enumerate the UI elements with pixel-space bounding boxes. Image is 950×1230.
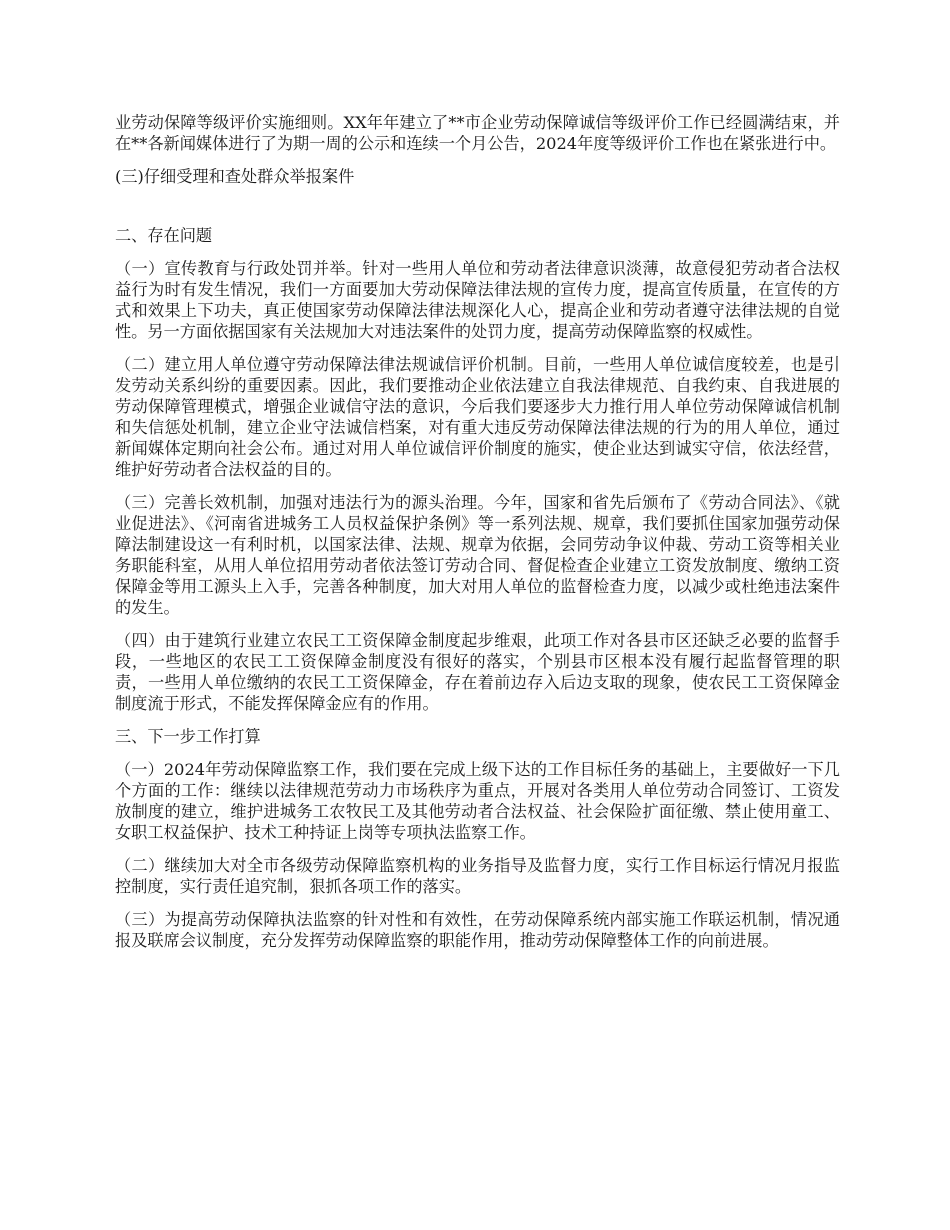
problems-item-3: （三）完善长效机制，加强对违法行为的源头治理。今年，国家和省先后颁布了《劳动合同法》、《就业促进法》、《河南省进城务工人员权益保护条例》等一系列法规、规章，我们要抓住国家加强劳动保障法制建设这一有利时机，以国家法律、法规、规章为依据，会同劳动争议仲裁、劳动工资等相关业务职能科室，从用人单位招用劳动者依法签订劳动合同、督促检查企业建立工资发放制度、缴纳工资保障金等用工源头上入手，完善各种制度，加大对用人单位的监督检查力度，以减少或杜绝违法案件的发生。 (115, 493, 840, 617)
problems-item-2: （二）建立用人单位遵守劳动保障法律法规诚信评价机制。目前，一些用人单位诚信度较差，也是引发劳动关系纠纷的重要因素。因此，我们要推动企业依法建立自我法律规范、自我约束、自我进展的劳动保障管理模式，增强企业诚信守法的意识，今后我们要逐步大力推行用人单位劳动保障诚信机制和失信惩处机制，建立企业守法诚信档案，对有重大违反劳动保障法律法规的行为的用人单位，通过新闻媒体定期向社会公布。通过对用人单位诚信评价制度的施实，使企业达到诚实守信，依法经营，维护好劳动者合法权益的目的。 (115, 355, 840, 479)
next-steps-item-3: （三）为提高劳动保障执法监察的针对性和有效性，在劳动保障系统内部实施工作联运机制，情况通报及联席会议制度，充分发挥劳动保障监察的职能作用，推动劳动保障整体工作的向前进展。 (115, 910, 840, 950)
problems-item-1: （一）宣传教育与行政处罚并举。针对一些用人单位和劳动者法律意识淡薄，故意侵犯劳动者合法权益行为时有发生情况，我们一方面要加大劳动保障法律法规的宣传力度，提高宣传质量，在宣传的方式和效果上下功夫，真正使国家劳动保障法律法规深化人心，提高企业和劳动者遵守法律法规的自觉性。另一方面依据国家有关法规加大对违法案件的处罚力度，提高劳动保障监察的权威性。 (115, 259, 840, 341)
intro-paragraph: 业劳动保障等级评价实施细则。XX年年建立了**市企业劳动保障诚信等级评价工作已经圆满结束，并在**各新闻媒体进行了为期一周的公示和连续一个月公告，2024年度等级评价工作也在紧张进行中。 (115, 113, 840, 153)
next-steps-item-1: （一）2024年劳动保障监察工作，我们要在完成上级下达的工作目标任务的基础上，主要做好一下几个方面的工作：继续以法律规范劳动力市场秩序为重点，开展对各类用人单位劳动合同签订、工资发放制度的建立，维护进城务工农牧民工及其他劳动者合法权益、社会保险扩面征缴、禁止使用童工、女职工权益保护、技术工种持证上岗等专项执法监察工作。 (115, 760, 840, 842)
section-title-problems: 二、存在问题 (115, 226, 213, 245)
problems-item-4: （四）由于建筑行业建立农民工工资保障金制度起步维艰，此项工作对各县市区还缺乏必要的监督手段，一些地区的农民工工资保障金制度没有很好的落实，个别县市区根本没有履行起监督管理的职责，一些用人单位缴纳的农民工工资保障金，存在着前边存入后边支取的现象，使农民工工资保障金制度流于形式，不能发挥保障金应有的作用。 (115, 631, 840, 713)
next-steps-item-2: （二）继续加大对全市各级劳动保障监察机构的业务指导及监督力度，实行工作目标运行情况月报监控制度，实行责任追究制，狠抓各项工作的落实。 (115, 856, 840, 896)
section-title-next-steps: 三、下一步工作打算 (115, 727, 261, 746)
subsection-heading-complaints: (三)仔细受理和查处群众举报案件 (115, 167, 355, 186)
document-body (115, 112, 840, 963)
